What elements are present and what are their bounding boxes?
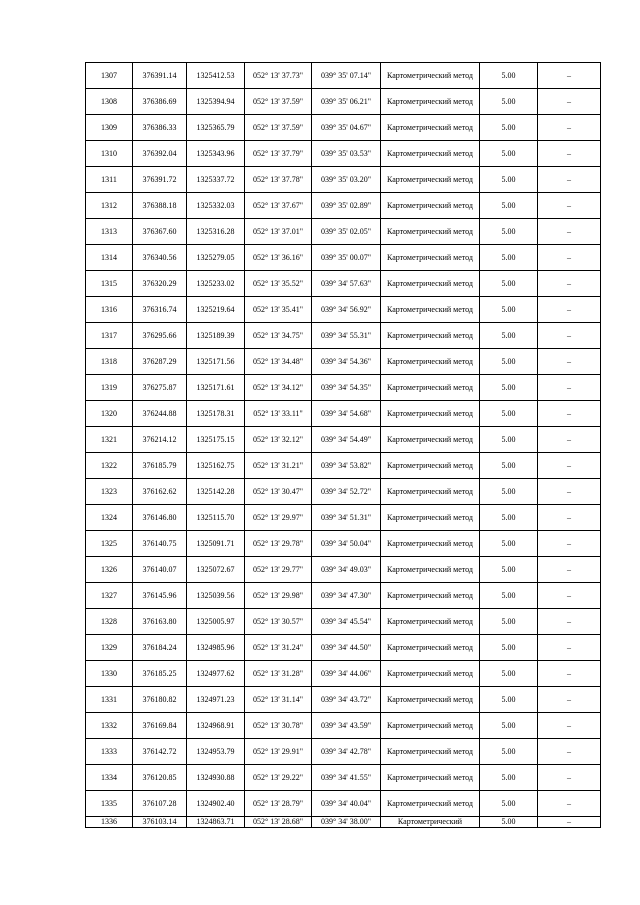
method-cell: Картометрический метод <box>381 479 480 505</box>
x-coordinate-cell: 376367.60 <box>133 219 187 245</box>
accuracy-cell: 5.00 <box>480 63 538 89</box>
table-row <box>86 193 601 219</box>
x-coordinate-cell: 376163.80 <box>133 609 187 635</box>
longitude-cell: 039° 35' 03.53" <box>312 141 381 167</box>
x-coordinate-cell: 376184.24 <box>133 635 187 661</box>
x-coordinate-cell: 376340.56 <box>133 245 187 271</box>
latitude-cell: 052° 13' 32.12" <box>245 427 312 453</box>
note-cell: – <box>538 427 601 453</box>
longitude-cell: 039° 34' 51.31" <box>312 505 381 531</box>
x-coordinate-cell: 376287.29 <box>133 349 187 375</box>
latitude-cell: 052° 13' 31.28" <box>245 661 312 687</box>
latitude-cell: 052° 13' 35.41" <box>245 297 312 323</box>
latitude-cell: 052° 13' 34.48" <box>245 349 312 375</box>
latitude-cell: 052° 13' 30.47" <box>245 479 312 505</box>
y-coordinate-cell: 1324971.23 <box>187 687 245 713</box>
longitude-cell: 039° 35' 02.05" <box>312 219 381 245</box>
y-coordinate-cell: 1325162.75 <box>187 453 245 479</box>
note-cell: – <box>538 453 601 479</box>
y-coordinate-cell: 1325343.96 <box>187 141 245 167</box>
method-cell: Картометрический метод <box>381 89 480 115</box>
point-number-cell: 1320 <box>86 401 133 427</box>
longitude-cell: 039° 34' 40.04" <box>312 791 381 817</box>
latitude-cell: 052° 13' 37.59" <box>245 89 312 115</box>
x-coordinate-cell: 376162.62 <box>133 479 187 505</box>
longitude-cell: 039° 34' 54.68" <box>312 401 381 427</box>
longitude-cell: 039° 34' 49.03" <box>312 557 381 583</box>
table-row <box>86 765 601 791</box>
accuracy-cell: 5.00 <box>480 557 538 583</box>
y-coordinate-cell: 1325115.70 <box>187 505 245 531</box>
longitude-cell: 039° 34' 44.06" <box>312 661 381 687</box>
point-number-cell: 1307 <box>86 63 133 89</box>
table-row <box>86 609 601 635</box>
table-row <box>86 401 601 427</box>
note-cell: – <box>538 89 601 115</box>
accuracy-cell: 5.00 <box>480 115 538 141</box>
latitude-cell: 052° 13' 30.57" <box>245 609 312 635</box>
accuracy-cell: 5.00 <box>480 219 538 245</box>
method-cell: Картометрический метод <box>381 297 480 323</box>
longitude-cell: 039° 34' 45.54" <box>312 609 381 635</box>
accuracy-cell: 5.00 <box>480 297 538 323</box>
point-number-cell: 1335 <box>86 791 133 817</box>
latitude-cell: 052° 13' 29.22" <box>245 765 312 791</box>
point-number-cell: 1313 <box>86 219 133 245</box>
latitude-cell: 052° 13' 37.73" <box>245 63 312 89</box>
x-coordinate-cell: 376392.04 <box>133 141 187 167</box>
method-cell: Картометрический <box>381 817 480 828</box>
note-cell: – <box>538 271 601 297</box>
longitude-cell: 039° 34' 56.92" <box>312 297 381 323</box>
longitude-cell: 039° 35' 07.14" <box>312 63 381 89</box>
y-coordinate-cell: 1325189.39 <box>187 323 245 349</box>
table-row <box>86 219 601 245</box>
table-row <box>86 479 601 505</box>
point-number-cell: 1332 <box>86 713 133 739</box>
note-cell: – <box>538 635 601 661</box>
y-coordinate-cell: 1325394.94 <box>187 89 245 115</box>
y-coordinate-cell: 1325005.97 <box>187 609 245 635</box>
table-row <box>86 583 601 609</box>
note-cell: – <box>538 687 601 713</box>
method-cell: Картометрический метод <box>381 167 480 193</box>
latitude-cell: 052° 13' 34.12" <box>245 375 312 401</box>
note-cell: – <box>538 193 601 219</box>
accuracy-cell: 5.00 <box>480 635 538 661</box>
accuracy-cell: 5.00 <box>480 479 538 505</box>
table-row <box>86 89 601 115</box>
longitude-cell: 039° 35' 00.07" <box>312 245 381 271</box>
y-coordinate-cell: 1325072.67 <box>187 557 245 583</box>
method-cell: Картометрический метод <box>381 401 480 427</box>
point-number-cell: 1318 <box>86 349 133 375</box>
y-coordinate-cell: 1324985.96 <box>187 635 245 661</box>
table-row <box>86 323 601 349</box>
note-cell: – <box>538 661 601 687</box>
note-cell: – <box>538 791 601 817</box>
x-coordinate-cell: 376295.66 <box>133 323 187 349</box>
note-cell: – <box>538 167 601 193</box>
longitude-cell: 039° 34' 54.49" <box>312 427 381 453</box>
longitude-cell: 039° 34' 55.31" <box>312 323 381 349</box>
accuracy-cell: 5.00 <box>480 817 538 828</box>
longitude-cell: 039° 34' 52.72" <box>312 479 381 505</box>
method-cell: Картометрический метод <box>381 63 480 89</box>
longitude-cell: 039° 35' 04.67" <box>312 115 381 141</box>
accuracy-cell: 5.00 <box>480 141 538 167</box>
accuracy-cell: 5.00 <box>480 401 538 427</box>
latitude-cell: 052° 13' 37.79" <box>245 141 312 167</box>
note-cell: – <box>538 115 601 141</box>
table-row <box>86 297 601 323</box>
latitude-cell: 052° 13' 30.78" <box>245 713 312 739</box>
note-cell: – <box>538 505 601 531</box>
table-row <box>86 635 601 661</box>
accuracy-cell: 5.00 <box>480 323 538 349</box>
method-cell: Картометрический метод <box>381 713 480 739</box>
table-row <box>86 115 601 141</box>
longitude-cell: 039° 34' 47.30" <box>312 583 381 609</box>
x-coordinate-cell: 376107.28 <box>133 791 187 817</box>
note-cell: – <box>538 63 601 89</box>
latitude-cell: 052° 13' 35.52" <box>245 271 312 297</box>
x-coordinate-cell: 376120.85 <box>133 765 187 791</box>
method-cell: Картометрический метод <box>381 245 480 271</box>
table-row <box>86 557 601 583</box>
latitude-cell: 052° 13' 31.14" <box>245 687 312 713</box>
latitude-cell: 052° 13' 37.59" <box>245 115 312 141</box>
x-coordinate-cell: 376146.80 <box>133 505 187 531</box>
x-coordinate-cell: 376180.82 <box>133 687 187 713</box>
point-number-cell: 1319 <box>86 375 133 401</box>
y-coordinate-cell: 1325316.28 <box>187 219 245 245</box>
point-number-cell: 1331 <box>86 687 133 713</box>
accuracy-cell: 5.00 <box>480 713 538 739</box>
note-cell: – <box>538 817 601 828</box>
note-cell: – <box>538 557 601 583</box>
accuracy-cell: 5.00 <box>480 453 538 479</box>
method-cell: Картометрический метод <box>381 765 480 791</box>
table-row <box>86 661 601 687</box>
method-cell: Картометрический метод <box>381 453 480 479</box>
table-row <box>86 505 601 531</box>
accuracy-cell: 5.00 <box>480 791 538 817</box>
y-coordinate-cell: 1325279.05 <box>187 245 245 271</box>
method-cell: Картометрический метод <box>381 193 480 219</box>
point-number-cell: 1316 <box>86 297 133 323</box>
point-number-cell: 1336 <box>86 817 133 828</box>
point-number-cell: 1323 <box>86 479 133 505</box>
point-number-cell: 1328 <box>86 609 133 635</box>
latitude-cell: 052° 13' 37.78" <box>245 167 312 193</box>
accuracy-cell: 5.00 <box>480 765 538 791</box>
table-row <box>86 245 601 271</box>
longitude-cell: 039° 35' 02.89" <box>312 193 381 219</box>
table-row <box>86 141 601 167</box>
latitude-cell: 052° 13' 36.16" <box>245 245 312 271</box>
y-coordinate-cell: 1325039.56 <box>187 583 245 609</box>
note-cell: – <box>538 531 601 557</box>
accuracy-cell: 5.00 <box>480 739 538 765</box>
longitude-cell: 039° 35' 03.20" <box>312 167 381 193</box>
longitude-cell: 039° 34' 53.82" <box>312 453 381 479</box>
point-number-cell: 1309 <box>86 115 133 141</box>
latitude-cell: 052° 13' 29.78" <box>245 531 312 557</box>
note-cell: – <box>538 713 601 739</box>
note-cell: – <box>538 141 601 167</box>
table-row <box>86 713 601 739</box>
point-number-cell: 1322 <box>86 453 133 479</box>
point-number-cell: 1312 <box>86 193 133 219</box>
x-coordinate-cell: 376140.75 <box>133 531 187 557</box>
point-number-cell: 1324 <box>86 505 133 531</box>
x-coordinate-cell: 376320.29 <box>133 271 187 297</box>
accuracy-cell: 5.00 <box>480 245 538 271</box>
accuracy-cell: 5.00 <box>480 167 538 193</box>
method-cell: Картометрический метод <box>381 349 480 375</box>
table-row <box>86 349 601 375</box>
method-cell: Картометрический метод <box>381 687 480 713</box>
accuracy-cell: 5.00 <box>480 193 538 219</box>
longitude-cell: 039° 35' 06.21" <box>312 89 381 115</box>
note-cell: – <box>538 739 601 765</box>
note-cell: – <box>538 609 601 635</box>
table-row <box>86 791 601 817</box>
latitude-cell: 052° 13' 28.79" <box>245 791 312 817</box>
method-cell: Картометрический метод <box>381 531 480 557</box>
table-row <box>86 817 601 828</box>
longitude-cell: 039° 34' 54.36" <box>312 349 381 375</box>
point-number-cell: 1311 <box>86 167 133 193</box>
note-cell: – <box>538 219 601 245</box>
latitude-cell: 052° 13' 33.11" <box>245 401 312 427</box>
point-number-cell: 1333 <box>86 739 133 765</box>
note-cell: – <box>538 583 601 609</box>
method-cell: Картометрический метод <box>381 661 480 687</box>
y-coordinate-cell: 1324930.88 <box>187 765 245 791</box>
accuracy-cell: 5.00 <box>480 687 538 713</box>
note-cell: – <box>538 323 601 349</box>
method-cell: Картометрический метод <box>381 427 480 453</box>
y-coordinate-cell: 1325365.79 <box>187 115 245 141</box>
table-row <box>86 453 601 479</box>
note-cell: – <box>538 297 601 323</box>
table-row <box>86 427 601 453</box>
x-coordinate-cell: 376388.18 <box>133 193 187 219</box>
x-coordinate-cell: 376185.79 <box>133 453 187 479</box>
y-coordinate-cell: 1325332.03 <box>187 193 245 219</box>
y-coordinate-cell: 1325171.56 <box>187 349 245 375</box>
x-coordinate-cell: 376244.88 <box>133 401 187 427</box>
point-number-cell: 1314 <box>86 245 133 271</box>
note-cell: – <box>538 349 601 375</box>
accuracy-cell: 5.00 <box>480 375 538 401</box>
y-coordinate-cell: 1324863.71 <box>187 817 245 828</box>
x-coordinate-cell: 376391.72 <box>133 167 187 193</box>
x-coordinate-cell: 376169.84 <box>133 713 187 739</box>
latitude-cell: 052° 13' 34.75" <box>245 323 312 349</box>
method-cell: Картометрический метод <box>381 375 480 401</box>
note-cell: – <box>538 375 601 401</box>
point-number-cell: 1317 <box>86 323 133 349</box>
point-number-cell: 1308 <box>86 89 133 115</box>
latitude-cell: 052° 13' 29.91" <box>245 739 312 765</box>
x-coordinate-cell: 376316.74 <box>133 297 187 323</box>
y-coordinate-cell: 1324968.91 <box>187 713 245 739</box>
latitude-cell: 052° 13' 37.01" <box>245 219 312 245</box>
x-coordinate-cell: 376185.25 <box>133 661 187 687</box>
method-cell: Картометрический метод <box>381 323 480 349</box>
accuracy-cell: 5.00 <box>480 609 538 635</box>
accuracy-cell: 5.00 <box>480 89 538 115</box>
accuracy-cell: 5.00 <box>480 661 538 687</box>
accuracy-cell: 5.00 <box>480 531 538 557</box>
longitude-cell: 039° 34' 42.78" <box>312 739 381 765</box>
y-coordinate-cell: 1325219.64 <box>187 297 245 323</box>
point-number-cell: 1329 <box>86 635 133 661</box>
table-row <box>86 739 601 765</box>
x-coordinate-cell: 376386.69 <box>133 89 187 115</box>
point-number-cell: 1327 <box>86 583 133 609</box>
x-coordinate-cell: 376103.14 <box>133 817 187 828</box>
table-row <box>86 687 601 713</box>
y-coordinate-cell: 1325337.72 <box>187 167 245 193</box>
latitude-cell: 052° 13' 28.68" <box>245 817 312 828</box>
method-cell: Картометрический метод <box>381 141 480 167</box>
note-cell: – <box>538 479 601 505</box>
method-cell: Картометрический метод <box>381 271 480 297</box>
accuracy-cell: 5.00 <box>480 427 538 453</box>
x-coordinate-cell: 376275.87 <box>133 375 187 401</box>
table-row <box>86 375 601 401</box>
point-number-cell: 1315 <box>86 271 133 297</box>
y-coordinate-cell: 1325178.31 <box>187 401 245 427</box>
x-coordinate-cell: 376386.33 <box>133 115 187 141</box>
y-coordinate-cell: 1325142.28 <box>187 479 245 505</box>
longitude-cell: 039° 34' 43.59" <box>312 713 381 739</box>
table-row <box>86 63 601 89</box>
method-cell: Картометрический метод <box>381 583 480 609</box>
longitude-cell: 039° 34' 54.35" <box>312 375 381 401</box>
table-row <box>86 271 601 297</box>
y-coordinate-cell: 1325175.15 <box>187 427 245 453</box>
point-number-cell: 1326 <box>86 557 133 583</box>
note-cell: – <box>538 765 601 791</box>
longitude-cell: 039° 34' 44.50" <box>312 635 381 661</box>
method-cell: Картометрический метод <box>381 115 480 141</box>
latitude-cell: 052° 13' 29.98" <box>245 583 312 609</box>
accuracy-cell: 5.00 <box>480 583 538 609</box>
point-number-cell: 1310 <box>86 141 133 167</box>
method-cell: Картометрический метод <box>381 505 480 531</box>
longitude-cell: 039° 34' 38.00" <box>312 817 381 828</box>
method-cell: Картометрический метод <box>381 791 480 817</box>
latitude-cell: 052° 13' 31.21" <box>245 453 312 479</box>
table-body <box>86 63 601 828</box>
table-row <box>86 167 601 193</box>
longitude-cell: 039° 34' 57.63" <box>312 271 381 297</box>
x-coordinate-cell: 376142.72 <box>133 739 187 765</box>
x-coordinate-cell: 376214.12 <box>133 427 187 453</box>
point-number-cell: 1330 <box>86 661 133 687</box>
latitude-cell: 052° 13' 29.97" <box>245 505 312 531</box>
accuracy-cell: 5.00 <box>480 505 538 531</box>
method-cell: Картометрический метод <box>381 609 480 635</box>
table-row <box>86 531 601 557</box>
y-coordinate-cell: 1324977.62 <box>187 661 245 687</box>
latitude-cell: 052° 13' 37.67" <box>245 193 312 219</box>
latitude-cell: 052° 13' 29.77" <box>245 557 312 583</box>
y-coordinate-cell: 1325412.53 <box>187 63 245 89</box>
y-coordinate-cell: 1325171.61 <box>187 375 245 401</box>
point-number-cell: 1321 <box>86 427 133 453</box>
x-coordinate-cell: 376391.14 <box>133 63 187 89</box>
method-cell: Картометрический метод <box>381 739 480 765</box>
method-cell: Картометрический метод <box>381 557 480 583</box>
x-coordinate-cell: 376145.96 <box>133 583 187 609</box>
x-coordinate-cell: 376140.07 <box>133 557 187 583</box>
longitude-cell: 039° 34' 50.04" <box>312 531 381 557</box>
note-cell: – <box>538 401 601 427</box>
y-coordinate-cell: 1324953.79 <box>187 739 245 765</box>
accuracy-cell: 5.00 <box>480 349 538 375</box>
latitude-cell: 052° 13' 31.24" <box>245 635 312 661</box>
y-coordinate-cell: 1325233.02 <box>187 271 245 297</box>
y-coordinate-cell: 1325091.71 <box>187 531 245 557</box>
y-coordinate-cell: 1324902.40 <box>187 791 245 817</box>
method-cell: Картометрический метод <box>381 635 480 661</box>
accuracy-cell: 5.00 <box>480 271 538 297</box>
longitude-cell: 039° 34' 43.72" <box>312 687 381 713</box>
coordinates-table <box>85 62 601 828</box>
method-cell: Картометрический метод <box>381 219 480 245</box>
note-cell: – <box>538 245 601 271</box>
longitude-cell: 039° 34' 41.55" <box>312 765 381 791</box>
point-number-cell: 1334 <box>86 765 133 791</box>
point-number-cell: 1325 <box>86 531 133 557</box>
